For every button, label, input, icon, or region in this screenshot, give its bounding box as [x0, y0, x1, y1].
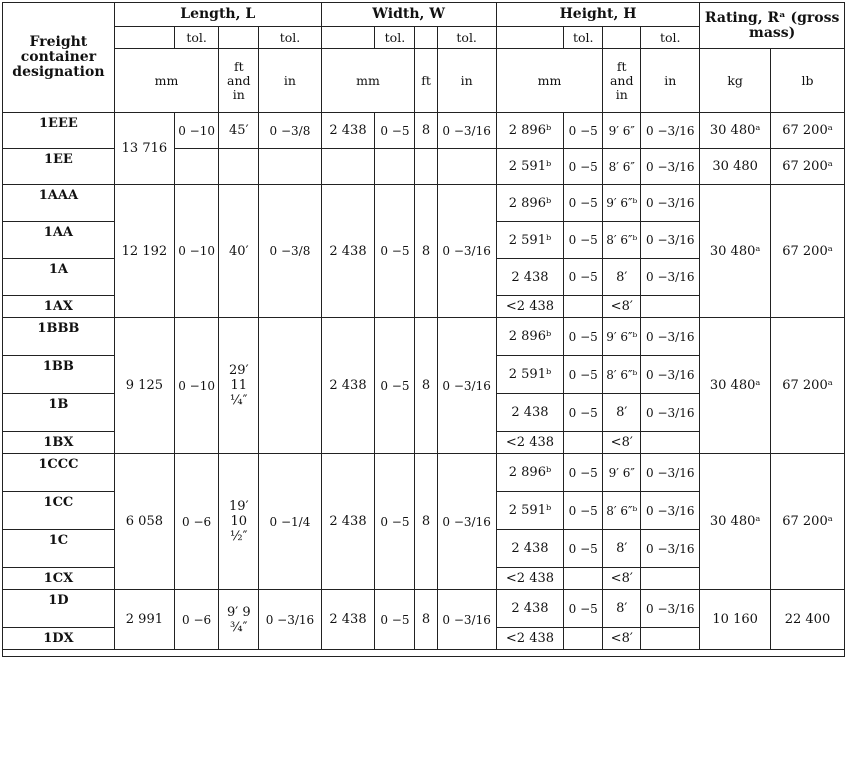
length-mm: 9 125 [114, 318, 174, 454]
height-ft-in: 8′ 6″ᵇ [603, 222, 641, 259]
designation-cell: 1B [3, 394, 115, 432]
width-in-tol: 0 −3/16 [437, 590, 496, 650]
height-tol: 0 −5 [564, 259, 603, 296]
rating-lb: 22 400 [770, 590, 844, 650]
width-ft: 8 [415, 185, 437, 318]
length-in-tol: 0 −3/8 [259, 185, 321, 318]
height-in-tol: 0 −3/16 [641, 454, 700, 492]
header-unit-mm: mm [114, 49, 218, 113]
designation-cell: 1D [3, 590, 115, 628]
width-mm: 2 438 [321, 590, 375, 650]
designation-cell: 1DX [3, 628, 115, 650]
length-tol: 0 −10 [174, 185, 218, 318]
length-ft-in: 19′ 10 ½″ [219, 454, 259, 590]
designation-cell: 1BBB [3, 318, 115, 356]
height-in-tol: 0 −3/16 [641, 222, 700, 259]
rating-kg: 30 480ᵃ [700, 318, 771, 454]
rating-kg: 30 480ᵃ [700, 185, 771, 318]
header-unit-in: in [259, 49, 321, 113]
height-tol: 0 −5 [564, 394, 603, 432]
height-tol: 0 −5 [564, 356, 603, 394]
height-ft-in: 8′ 6″ᵇ [603, 492, 641, 530]
height-tol: 0 −5 [564, 222, 603, 259]
height-ft-in: 8′ [603, 590, 641, 628]
length-mm: 6 058 [114, 454, 174, 590]
length-in-tol: 0 −1/4 [259, 454, 321, 590]
height-ft-in: 9′ 6″ [603, 454, 641, 492]
height-mm: 2 591ᵇ [496, 492, 564, 530]
designation-cell: 1CCC [3, 454, 115, 492]
length-in-tol [259, 318, 321, 454]
designation-cell: 1EE [3, 149, 115, 185]
designation-cell: 1C [3, 530, 115, 568]
header-unit-lb: lb [770, 49, 844, 113]
length-tol: 0 −6 [174, 454, 218, 590]
designation-cell: 1BB [3, 356, 115, 394]
header-unit-in: in [641, 49, 700, 113]
height-ft-in: 9′ 6″ᵇ [603, 318, 641, 356]
width-tol: 0 −5 [375, 185, 415, 318]
height-tol: 0 −5 [564, 185, 603, 222]
designation-cell: 1AA [3, 222, 115, 259]
height-ft-in: 9′ 6″ [603, 113, 641, 149]
rating-lb: 67 200ᵃ [770, 454, 844, 590]
header-tol: tol. [641, 27, 700, 49]
height-ft-in: <8′ [603, 628, 641, 650]
width-in-tol: 0 −3/16 [437, 454, 496, 590]
height-in-tol: 0 −3/16 [641, 530, 700, 568]
rating-lb: 67 200ᵃ [770, 185, 844, 318]
height-mm: 2 591ᵇ [496, 149, 564, 185]
header-rating: Rating, Rᵃ (gross mass) [700, 3, 845, 49]
height-in-tol: 0 −3/16 [641, 113, 700, 149]
height-in-tol: 0 −3/16 [641, 318, 700, 356]
designation-cell: 1CX [3, 568, 115, 590]
length-ft-in: 29′ 11 ¼″ [219, 318, 259, 454]
height-tol: 0 −5 [564, 318, 603, 356]
designation-cell: 1AAA [3, 185, 115, 222]
width-mm: 2 438 [321, 318, 375, 454]
header-unit-mm: mm [321, 49, 415, 113]
table-row [3, 185, 845, 222]
width-mm: 2 438 [321, 113, 375, 149]
height-mm: <2 438 [496, 296, 564, 318]
width-ft: 8 [415, 318, 437, 454]
height-tol: 0 −5 [564, 149, 603, 185]
width-tol: 0 −5 [375, 454, 415, 590]
length-mm: 2 991 [114, 590, 174, 650]
header-unit-kg: kg [700, 49, 771, 113]
width-tol: 0 −5 [375, 113, 415, 149]
rating-kg: 10 160 [700, 590, 771, 650]
table-row [3, 590, 845, 628]
width-tol: 0 −5 [375, 318, 415, 454]
height-in-tol: 0 −3/16 [641, 149, 700, 185]
header-unit-ft: ft [415, 49, 437, 113]
height-mm: <2 438 [496, 568, 564, 590]
length-mm: 12 192 [114, 185, 174, 318]
height-mm: 2 591ᵇ [496, 222, 564, 259]
height-ft-in: 9′ 6″ᵇ [603, 185, 641, 222]
rating-kg: 30 480ᵃ [700, 113, 771, 149]
height-in-tol: 0 −3/16 [641, 259, 700, 296]
rating-kg: 30 480 [700, 149, 771, 185]
table-row [3, 454, 845, 492]
length-tol: 0 −6 [174, 590, 218, 650]
designation-cell: 1BX [3, 432, 115, 454]
height-ft-in: <8′ [603, 432, 641, 454]
header-unit-ft-in: ft and in [219, 49, 259, 113]
height-mm: 2 896ᵇ [496, 318, 564, 356]
width-in-tol: 0 −3/16 [437, 113, 496, 149]
height-tol: 0 −5 [564, 530, 603, 568]
height-mm: 2 591ᵇ [496, 356, 564, 394]
designation-cell: 1EEE [3, 113, 115, 149]
height-mm: 2 896ᵇ [496, 185, 564, 222]
height-in-tol: 0 −3/16 [641, 356, 700, 394]
height-mm: 2 896ᵇ [496, 454, 564, 492]
height-ft-in: <8′ [603, 296, 641, 318]
header-length: Length, L [114, 3, 321, 27]
height-mm: 2 438 [496, 394, 564, 432]
height-in-tol: 0 −3/16 [641, 185, 700, 222]
height-ft-in: 8′ [603, 394, 641, 432]
width-mm: 2 438 [321, 454, 375, 590]
rating-lb: 67 200ᵃ [770, 113, 844, 149]
table-row [3, 113, 845, 149]
width-in-tol: 0 −3/16 [437, 185, 496, 318]
header-tol: tol. [174, 27, 218, 49]
height-in-tol: 0 −3/16 [641, 590, 700, 628]
length-ft-in: 45′ [219, 113, 259, 149]
height-in-tol: 0 −3/16 [641, 394, 700, 432]
designation-cell: 1CC [3, 492, 115, 530]
width-mm: 2 438 [321, 185, 375, 318]
height-mm: <2 438 [496, 432, 564, 454]
height-mm: 2 438 [496, 530, 564, 568]
length-in-tol: 0 −3/16 [259, 590, 321, 650]
header-unit-mm: mm [496, 49, 603, 113]
header-tol: tol. [564, 27, 603, 49]
width-ft: 8 [415, 590, 437, 650]
designation-cell: 1AX [3, 296, 115, 318]
header-designation: Freight container designation [3, 3, 115, 113]
header-unit-in: in [437, 49, 496, 113]
rating-kg: 30 480ᵃ [700, 454, 771, 590]
header-unit-ft-in: ft and in [603, 49, 641, 113]
height-tol: 0 −5 [564, 492, 603, 530]
height-tol: 0 −5 [564, 113, 603, 149]
height-ft-in: 8′ [603, 530, 641, 568]
height-mm: 2 438 [496, 590, 564, 628]
height-ft-in: 8′ [603, 259, 641, 296]
height-tol: 0 −5 [564, 454, 603, 492]
height-ft-in: 8′ 6″ᵇ [603, 356, 641, 394]
header-height: Height, H [496, 3, 700, 27]
header-tol: tol. [437, 27, 496, 49]
height-tol: 0 −5 [564, 590, 603, 628]
height-ft-in: <8′ [603, 568, 641, 590]
width-in-tol: 0 −3/16 [437, 318, 496, 454]
container-dimensions-table [2, 2, 845, 657]
width-tol: 0 −5 [375, 590, 415, 650]
header-tol: tol. [375, 27, 415, 49]
header-width: Width, W [321, 3, 496, 27]
height-mm: <2 438 [496, 628, 564, 650]
length-in-tol: 0 −3/8 [259, 113, 321, 149]
rating-lb: 67 200ᵃ [770, 149, 844, 185]
height-in-tol: 0 −3/16 [641, 492, 700, 530]
height-mm: 2 438 [496, 259, 564, 296]
height-mm: 2 896ᵇ [496, 113, 564, 149]
length-tol: 0 −10 [174, 318, 218, 454]
header-tol: tol. [259, 27, 321, 49]
length-mm: 13 716 [114, 113, 174, 185]
table-row [3, 318, 845, 356]
height-ft-in: 8′ 6″ [603, 149, 641, 185]
width-ft: 8 [415, 454, 437, 590]
rating-lb: 67 200ᵃ [770, 318, 844, 454]
length-ft-in: 40′ [219, 185, 259, 318]
length-tol: 0 −10 [174, 113, 218, 149]
designation-cell: 1A [3, 259, 115, 296]
length-ft-in: 9′ 9 ¾″ [219, 590, 259, 650]
width-ft: 8 [415, 113, 437, 149]
